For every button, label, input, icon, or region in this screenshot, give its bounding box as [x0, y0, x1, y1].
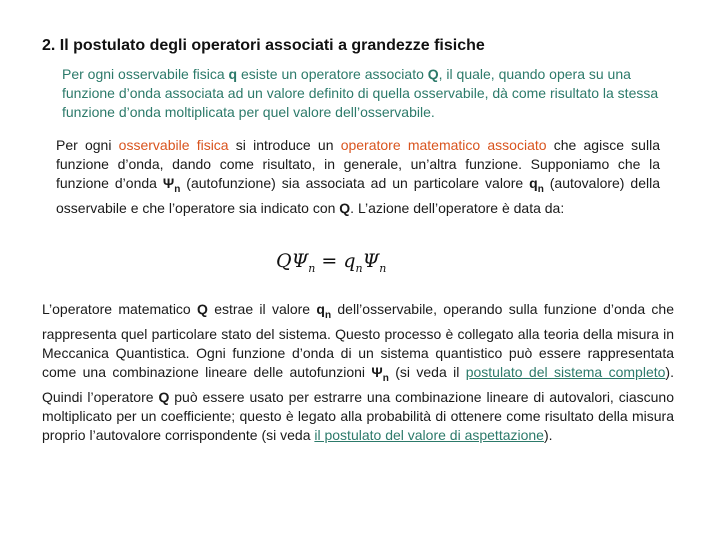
paragraph-text: (autovalore) della osservabile e che l’operatore sia indicato con	[56, 175, 660, 216]
subscript-n: n	[382, 372, 389, 384]
symbol-qn: q	[529, 175, 538, 191]
formula-psi: Ψ	[291, 250, 309, 272]
intro-text: Per ogni osservabile fisica	[62, 66, 229, 82]
symbol-Q: Q	[339, 199, 351, 216]
subscript-n: n	[174, 183, 181, 195]
symbol-qn: q	[316, 301, 325, 317]
paragraph-text: dell’osservabile, operando sulla funzione d’onda che rappresenta quel particolare stato del sistema. Questo processo è collegato alla teoria della misura in Meccanica Quantistica. Ogni funzione d’onda di un sistema quantistico può essere rappresentata come una combinazione lineare delle autofunzioni	[42, 301, 675, 380]
paragraph-text: estrae il valore	[207, 301, 317, 317]
paragraph-text: può essere usato per estrarre una combinazione lineare di autovalori, ciascuno moltiplicato per un coefficiente; questo è legato alla probabilità di ottenere come risultato della misura proprio l’autovalore corrispondente (si veda	[42, 388, 674, 443]
intro-text: esiste un operatore associato	[237, 66, 428, 82]
symbol-psi: Ψ	[371, 363, 383, 380]
formula-subscript: n	[379, 261, 387, 275]
formula-eigenvalue: q	[343, 250, 356, 272]
paragraph-text: (si veda il	[388, 363, 466, 380]
paragraph-text: ).	[543, 426, 553, 443]
symbol-q: q	[228, 66, 238, 82]
subscript-n: n	[537, 183, 544, 195]
formula-equals: =	[315, 250, 344, 272]
paragraph-text: (autofunzione) sia associata ad un particolare valore	[180, 175, 530, 191]
subscript-n: n	[324, 309, 332, 321]
paragraph-operator-definition	[56, 136, 660, 218]
postulate-statement	[62, 65, 662, 122]
paragraph-text: che agisce sulla funzione d’onda, dando come risultato, in generale, un’altra funzione. Supponiamo che la funzione d’onda	[56, 137, 660, 191]
symbol-Q: Q	[427, 66, 439, 82]
intro-text: , il quale, quando opera su una funzione d’onda associata ad un valore definito di quella osservabile, dà come risultato la stessa funzione d’onda moltiplicata per quel valore dell’osservabile.	[62, 66, 659, 120]
symbol-Q: Q	[158, 388, 170, 405]
eigenvalue-equation	[276, 250, 386, 275]
paragraph-text: si introduce un	[228, 137, 341, 153]
highlight-observable: osservabile fisica	[118, 137, 229, 153]
highlight-operator: operatore matematico associato	[340, 137, 547, 153]
link-expectation-value-postulate[interactable]: il postulato del valore di aspettazione	[314, 426, 544, 443]
page-title: 2. Il postulato degli operatori associati a grandezze fisiche	[42, 37, 485, 54]
paragraph-text: Per ogni	[56, 137, 119, 153]
formula-operator: Q	[276, 250, 292, 272]
formula-subscript: n	[355, 261, 363, 275]
paragraph-text: ). Quindi l’operatore	[42, 363, 674, 405]
symbol-Q: Q	[197, 301, 208, 317]
formula-psi: Ψ	[362, 250, 380, 272]
symbol-psi: Ψ	[162, 175, 175, 191]
formula-subscript: n	[308, 261, 316, 275]
paragraph-measurement	[42, 300, 674, 445]
link-complete-system-postulate[interactable]: postulato del sistema completo	[465, 363, 666, 380]
paragraph-text: . L’azione dell’operatore è data da:	[350, 199, 565, 216]
paragraph-text: L’operatore matematico	[42, 301, 198, 317]
